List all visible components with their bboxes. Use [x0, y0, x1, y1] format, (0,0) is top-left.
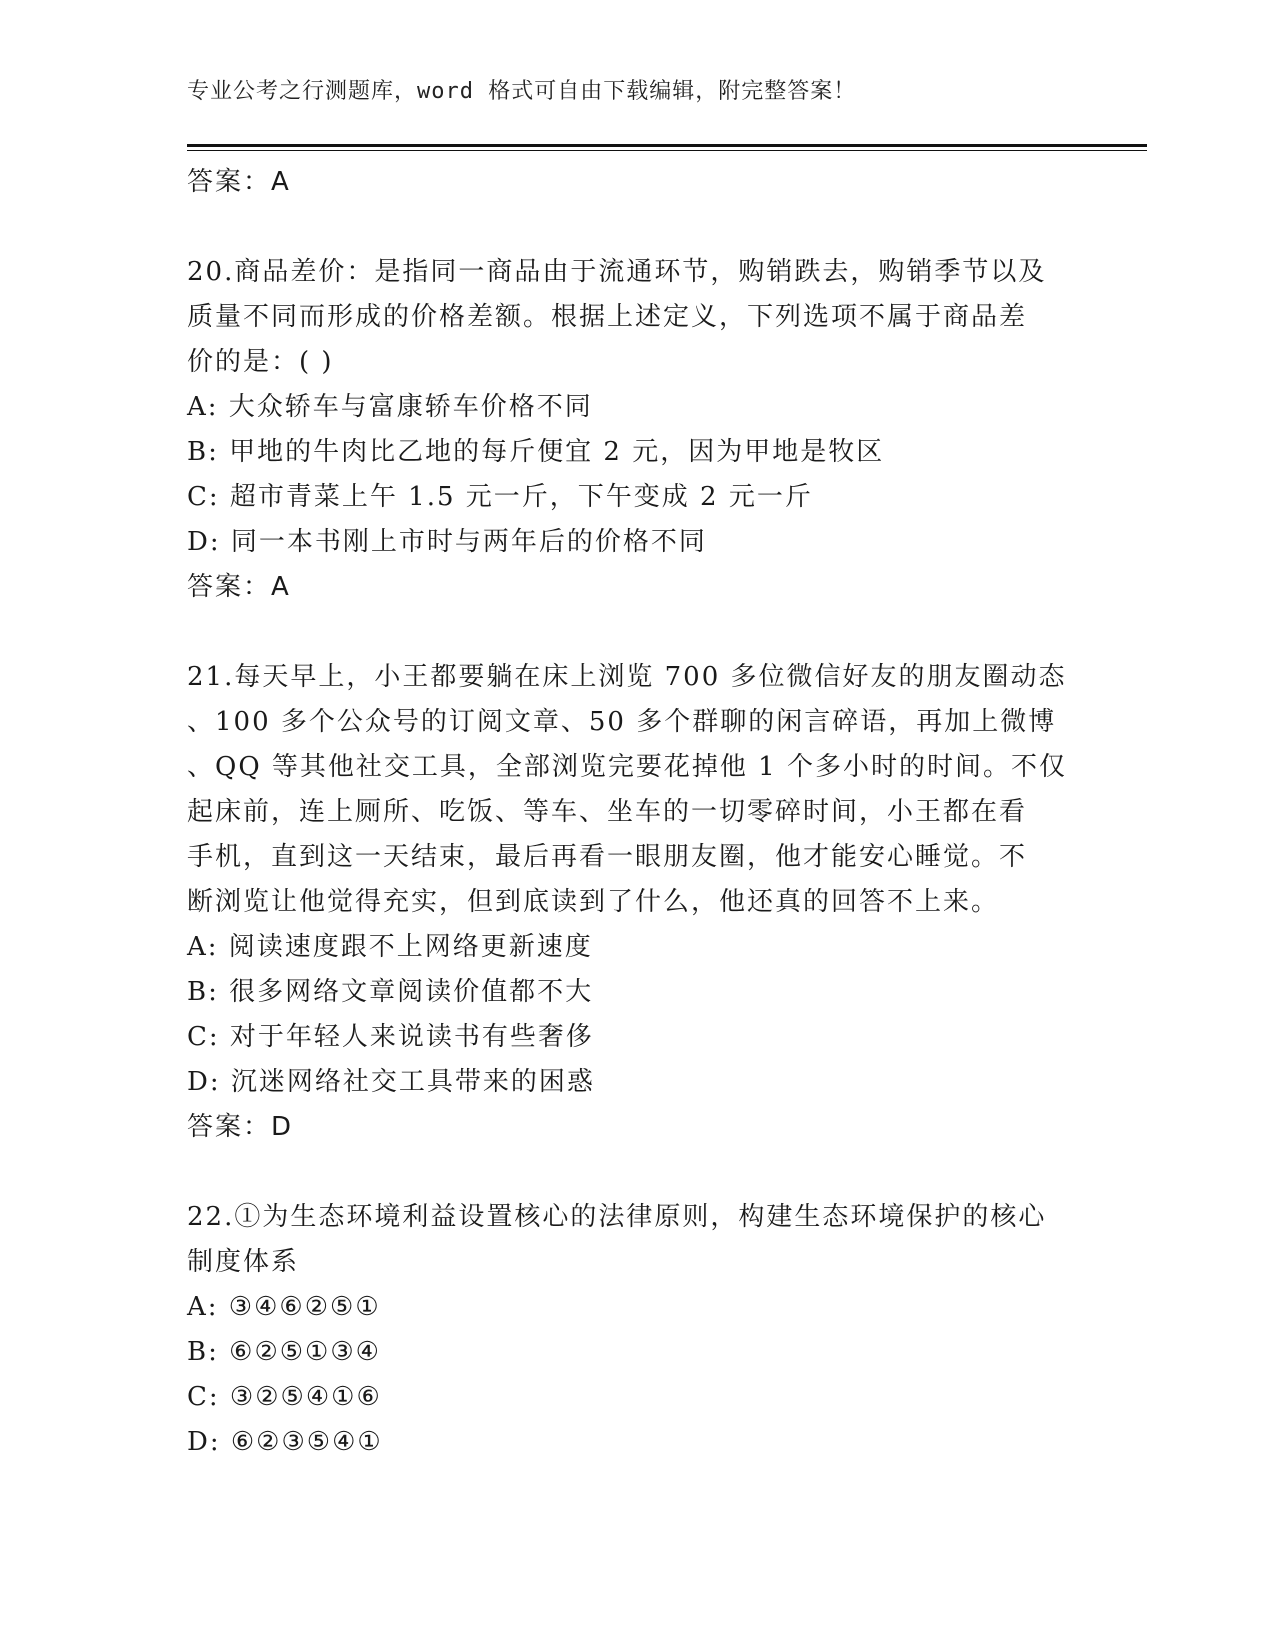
option-a: A: 阅读速度跟不上网络更新速度	[187, 932, 593, 962]
prev-answer: 答案：A	[187, 167, 291, 197]
question-text-line: 、100 多个公众号的订阅文章、50 多个群聊的闲言碎语，再加上微博	[187, 707, 1057, 737]
question-21	[187, 655, 1067, 1150]
question-text-line: 价的是：( )	[187, 347, 334, 377]
page-header: 专业公考之行测题库，word 格式可自由下载编辑，附完整答案！	[187, 79, 857, 104]
question-22	[187, 1195, 1067, 1465]
question-text-line: 起床前，连上厕所、吃饭、等车、坐车的一切零碎时间，小王都在看	[187, 797, 1028, 827]
question-text-line: 断浏览让他觉得充实，但到底读到了什么，他还真的回答不上来。	[187, 887, 1000, 917]
answer: 答案：A	[187, 572, 291, 602]
option-b: B: ⑥②⑤①③④	[187, 1337, 381, 1367]
option-c: C: 超市青菜上午 1.5 元一斤，下午变成 2 元一斤	[187, 482, 813, 512]
option-b: B: 很多网络文章阅读价值都不大	[187, 977, 594, 1007]
option-c: C: ③②⑤④①⑥	[187, 1382, 382, 1412]
question-text-line: 制度体系	[187, 1247, 300, 1277]
question-text-line: 、QQ 等其他社交工具，全部浏览完要花掉他 1 个多小时的时间。不仅	[187, 752, 1067, 782]
question-20	[187, 250, 1067, 610]
option-d: D: 沉迷网络社交工具带来的困惑	[187, 1067, 595, 1097]
question-text-line: 22.①为生态环境利益设置核心的法律原则，构建生态环境保护的核心	[187, 1202, 1047, 1232]
question-text-line: 21.每天早上，小王都要躺在床上浏览 700 多位微信好友的朋友圈动态	[187, 662, 1067, 692]
question-text-line: 质量不同而形成的价格差额。根据上述定义，下列选项不属于商品差	[187, 302, 1028, 332]
option-b: B: 甲地的牛肉比乙地的每斤便宜 2 元，因为甲地是牧区	[187, 437, 885, 467]
header-rule-thick	[187, 144, 1147, 147]
option-c: C: 对于年轻人来说读书有些奢侈	[187, 1022, 594, 1052]
header-rule-thin	[187, 150, 1147, 151]
question-text-line: 20.商品差价：是指同一商品由于流通环节，购销跌去，购销季节以及	[187, 257, 1047, 287]
content-body	[187, 160, 1067, 1465]
answer: 答案：D	[187, 1112, 294, 1142]
option-a: A: ③④⑥②⑤①	[187, 1292, 381, 1322]
question-text-line: 手机，直到这一天结束，最后再看一眼朋友圈，他才能安心睡觉。不	[187, 842, 1028, 872]
option-d: D: ⑥②③⑤④①	[187, 1427, 383, 1457]
option-a: A: 大众轿车与富康轿车价格不同	[187, 392, 593, 422]
option-d: D: 同一本书刚上市时与两年后的价格不同	[187, 527, 707, 557]
